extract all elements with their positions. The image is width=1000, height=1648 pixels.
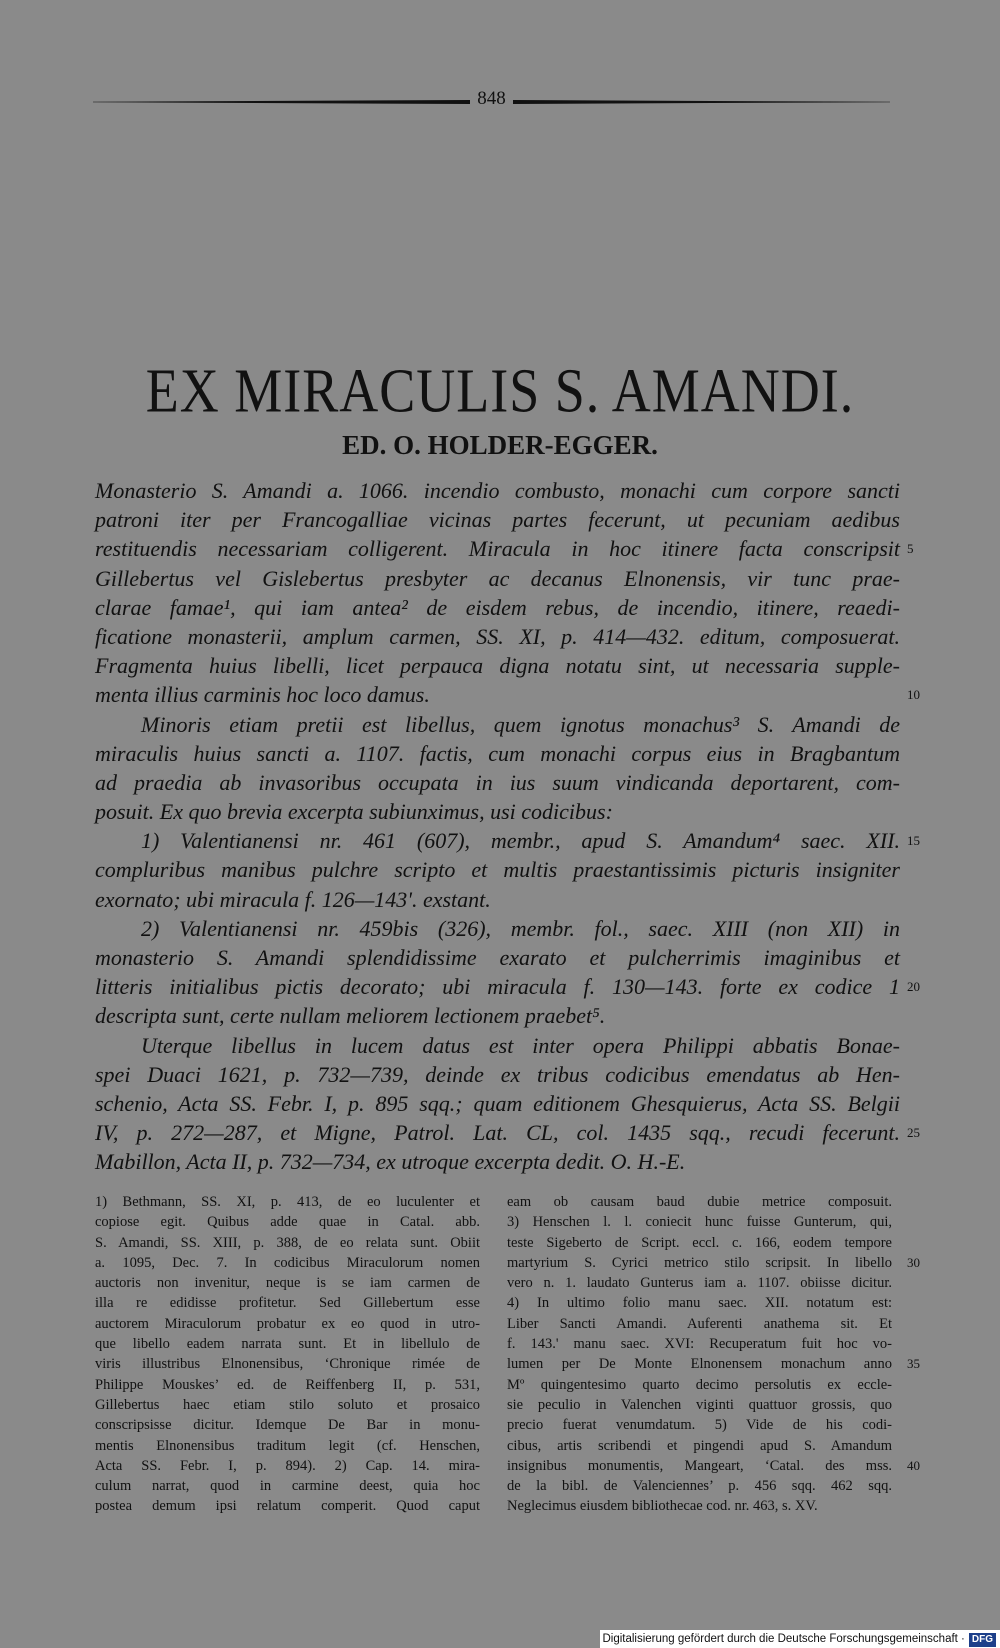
footnote-line: auctorem Miraculorum probatur ex eo quod in utro- bbox=[95, 1315, 480, 1332]
page-number: 848 bbox=[477, 88, 506, 109]
footnote-line-content: precio fuerat venumdatum. 5) Vide de his codi- bbox=[507, 1417, 892, 1434]
text-line-content: restituendis necessariam colligerent. Miracula in hoc itinere facta conscripsit bbox=[95, 536, 900, 562]
footnote-line bbox=[507, 1314, 892, 1334]
line-number: 35 bbox=[907, 1356, 920, 1372]
text-line-content: descripta sunt, certe nullam meliorem lectionem praebet⁵. bbox=[95, 1003, 606, 1029]
line-number: 10 bbox=[907, 687, 920, 703]
text-line bbox=[95, 914, 900, 943]
footnote-line bbox=[507, 1212, 892, 1232]
footnote-line-content: Liber Sancti Amandi. Auferenti anathema sit. Et bbox=[507, 1315, 892, 1332]
text-line bbox=[95, 710, 900, 739]
footnote-line-content: vero n. 1. laudato Gunterus iam a. 1107. obiisse dicitur. bbox=[507, 1275, 892, 1292]
text-line-content: 2) Valentianensi nr. 459bis (326), membr. fol., saec. XIII (non XII) in bbox=[141, 915, 900, 941]
text-line bbox=[95, 1089, 900, 1118]
text-line bbox=[95, 1147, 900, 1176]
footnotes-left-column bbox=[95, 1192, 480, 1517]
text-line bbox=[95, 564, 900, 593]
footer-credit: Digitalisierung gefördert durch die Deutsche Forschungsgemeinschaft · bbox=[602, 1633, 965, 1645]
dfg-logo: DFG bbox=[969, 1633, 996, 1647]
footnote-line bbox=[507, 1293, 892, 1313]
text-line-content: exornato; ubi miracula f. 126—143'. exstant. bbox=[95, 886, 491, 912]
footnote-line bbox=[507, 1476, 892, 1496]
footnote-line: 1) Bethmann, SS. XI, p. 413, de eo luculenter et bbox=[95, 1194, 480, 1210]
footnote-line-content: teste Sigeberto de Script. eccl. c. 166, eodem tempore bbox=[507, 1234, 892, 1251]
footnote-line bbox=[507, 1375, 892, 1395]
text-line-content: Minoris etiam pretii est libellus, quem ignotus monachus³ S. Amandi de bbox=[141, 711, 900, 737]
text-line bbox=[95, 972, 920, 1001]
text-line-content: 1) Valentianensi nr. 461 (607), membr., apud S. Amandum⁴ saec. XII. bbox=[141, 828, 900, 854]
line-number: 20 bbox=[907, 979, 920, 995]
footnote-line bbox=[507, 1233, 892, 1253]
text-line-content: schenio, Acta SS. Febr. I, p. 895 sqq.; quam editionem Ghesquierus, Acta SS. Belgii bbox=[95, 1090, 900, 1116]
footnote-line-content: sie peculio in Valenchen viginti quattuor grossis, quo bbox=[507, 1396, 892, 1413]
footnote-line-content: cibus, artis scribendi et pingendi apud S. Amandum bbox=[507, 1437, 892, 1454]
text-line-content: Uterque libellus in lucem datus est inter opera Philippi abbatis Bonae- bbox=[141, 1032, 900, 1058]
footnote-line bbox=[507, 1436, 892, 1456]
text-line-content: spei Duaci 1621, p. 732—739, deinde ex tribus codicibus emendatus ab Hen- bbox=[95, 1061, 900, 1087]
footnote-line: mentis Elnonensibus traditum legit (cf. Henschen, bbox=[95, 1437, 480, 1454]
running-header bbox=[93, 88, 890, 112]
footnote-line bbox=[507, 1192, 892, 1212]
text-line bbox=[95, 476, 900, 505]
text-line bbox=[95, 534, 914, 563]
line-number: 5 bbox=[907, 541, 914, 557]
text-line-content: IV, p. 272—287, et Migne, Patrol. Lat. CL, col. 1435 sqq., recudi fecerunt. bbox=[95, 1120, 900, 1146]
footnote-line-content: de la bibl. de Valenciennes’ p. 456 sqq. 462 sqq. bbox=[507, 1478, 892, 1495]
text-line bbox=[95, 505, 900, 534]
footnote-line: culum narrat, quod in carmine deest, quia hoc bbox=[95, 1478, 480, 1495]
footnote-line-content: martyrium S. Cyrici metrico stilo scripsit. In libello bbox=[507, 1254, 892, 1271]
text-line-content: litteris initialibus pictis decorato; ubi miracula f. 130—143. forte ex codice 1 bbox=[95, 974, 900, 1000]
footnote-line bbox=[507, 1354, 920, 1374]
text-line bbox=[95, 622, 900, 651]
text-line bbox=[95, 943, 900, 972]
footnotes-right-column bbox=[507, 1192, 920, 1517]
text-line-content: miraculis huius sancti a. 1107. factis, cum monachi corpus eius in Bragbantum bbox=[95, 740, 900, 766]
footnote-line-content: insignibus monumentis, Mangeart, ‘Catal. des mss. bbox=[507, 1457, 892, 1474]
line-number: 15 bbox=[907, 833, 920, 849]
footnote-line-content: eam ob causam baud dubie metrice composuit. bbox=[507, 1194, 892, 1210]
footnote-line-content: Mº quingentesimo quarto decimo persolutis ex eccle- bbox=[507, 1376, 892, 1393]
footnote-line: Acta SS. Febr. I, p. 894). 2) Cap. 14. mira- bbox=[95, 1457, 480, 1474]
text-line-content: Monasterio S. Amandi a. 1066. incendio combusto, monachi cum corpore sancti bbox=[95, 478, 900, 503]
text-line bbox=[95, 680, 920, 709]
footnote-line: Gillebertus haec etiam stilo soluto et prosaico bbox=[95, 1396, 480, 1413]
text-line bbox=[95, 1118, 920, 1147]
footnote-line: viris illustribus Elnonensibus, ‘Chronique rimée de bbox=[95, 1356, 480, 1373]
text-line bbox=[95, 1060, 900, 1089]
text-line bbox=[95, 1031, 900, 1060]
text-line bbox=[95, 593, 900, 622]
line-number: 30 bbox=[907, 1254, 920, 1270]
footnote-line: auctoris non invenitur, neque is se iam carmen de bbox=[95, 1275, 480, 1292]
footnote-line: illa re edidisse profitetur. Sed Gillebertum esse bbox=[95, 1295, 480, 1312]
footnote-line bbox=[507, 1334, 892, 1354]
text-line bbox=[95, 1001, 900, 1030]
footnote-line-content: lumen per De Monte Elnonensem monachum anno bbox=[507, 1356, 892, 1373]
footnote-line: que libello eadem narrata sunt. Et in libellulo de bbox=[95, 1336, 480, 1353]
text-line bbox=[95, 826, 920, 855]
text-line-content: compluribus manibus pulchre scripto et multis praestantissimis picturis insigniter bbox=[95, 857, 900, 883]
footnote-line: postea demum ipsi relatum comperit. Quod caput bbox=[95, 1498, 480, 1515]
text-line-content: patroni iter per Francogalliae vicinas partes fecerunt, ut pecuniam aedibus bbox=[95, 507, 900, 533]
footnote-line bbox=[507, 1456, 920, 1476]
line-number: 40 bbox=[907, 1457, 920, 1473]
text-line-content: ficatione monasterii, amplum carmen, SS. XI, p. 414—432. editum, composuerat. bbox=[95, 623, 900, 649]
page-title: EX MIRACULIS S. AMANDI. bbox=[145, 356, 855, 426]
footnote-line: a. 1095, Dec. 7. In codicibus Miraculorum nomen bbox=[95, 1254, 480, 1271]
text-line-content: clarae famae¹, qui iam antea² de eisdem rebus, de incendio, itinere, reaedi- bbox=[95, 594, 900, 620]
text-line-content: Mabillon, Acta II, p. 732—734, ex utroque excerpta dedit. O. H.-E. bbox=[95, 1149, 686, 1175]
text-line-content: monasterio S. Amandi splendidissime exarato et pulcherrimis imaginibus et bbox=[95, 945, 900, 970]
footnote-line-content: 3) Henschen l. l. coniecit hunc fuisse Gunterum, qui, bbox=[507, 1214, 892, 1231]
editor-line: ED. O. HOLDER-EGGER. bbox=[342, 430, 658, 460]
footnote-line bbox=[507, 1253, 920, 1273]
text-line bbox=[95, 885, 900, 914]
text-line bbox=[95, 768, 900, 797]
text-line bbox=[95, 855, 900, 884]
text-line-content: posuit. Ex quo brevia excerpta subiunximus, usi codicibus: bbox=[95, 799, 613, 825]
main-text bbox=[95, 476, 920, 1177]
footnote-line: copiose egit. Quibus adde quae in Catal. abb. bbox=[95, 1214, 480, 1231]
text-line bbox=[95, 651, 900, 680]
footnote-line bbox=[507, 1496, 892, 1516]
footnote-line-content: f. 143.' manu saec. XVI: Recuperatum fuit hoc vo- bbox=[507, 1336, 892, 1353]
text-line bbox=[95, 797, 900, 826]
footnote-line-content: Neglecimus eiusdem bibliothecae cod. nr. 463, s. XV. bbox=[507, 1498, 818, 1515]
footnote-line: conscripsisse dicitur. Idemque De Bar in monu- bbox=[95, 1417, 480, 1434]
digitization-footer bbox=[600, 1630, 1000, 1648]
footnote-line bbox=[507, 1395, 892, 1415]
footnote-line-content: 4) In ultimo folio manu saec. XII. notatum est: bbox=[507, 1295, 892, 1312]
footnote-line bbox=[507, 1273, 892, 1293]
text-line-content: menta illius carminis hoc loco damus. bbox=[95, 682, 430, 708]
text-line-content: Gillebertus vel Gislebertus presbyter ac decanus Elnonensis, vir tunc prae- bbox=[95, 565, 900, 591]
text-line bbox=[95, 739, 900, 768]
footnote-line: S. Amandi, SS. XIII, p. 388, de eo relata sunt. Obiit bbox=[95, 1234, 480, 1251]
footnote-line bbox=[507, 1415, 892, 1435]
text-line-content: ad praedia ab invasoribus occupata in ius suum vindicanda deportarent, com- bbox=[95, 769, 900, 795]
footnote-line: Philippe Mouskes’ ed. de Reiffenberg II, p. 531, bbox=[95, 1376, 480, 1393]
line-number: 25 bbox=[907, 1125, 920, 1141]
text-line-content: Fragmenta huius libelli, licet perpauca digna notatu sint, ut necessaria supple- bbox=[95, 653, 900, 679]
